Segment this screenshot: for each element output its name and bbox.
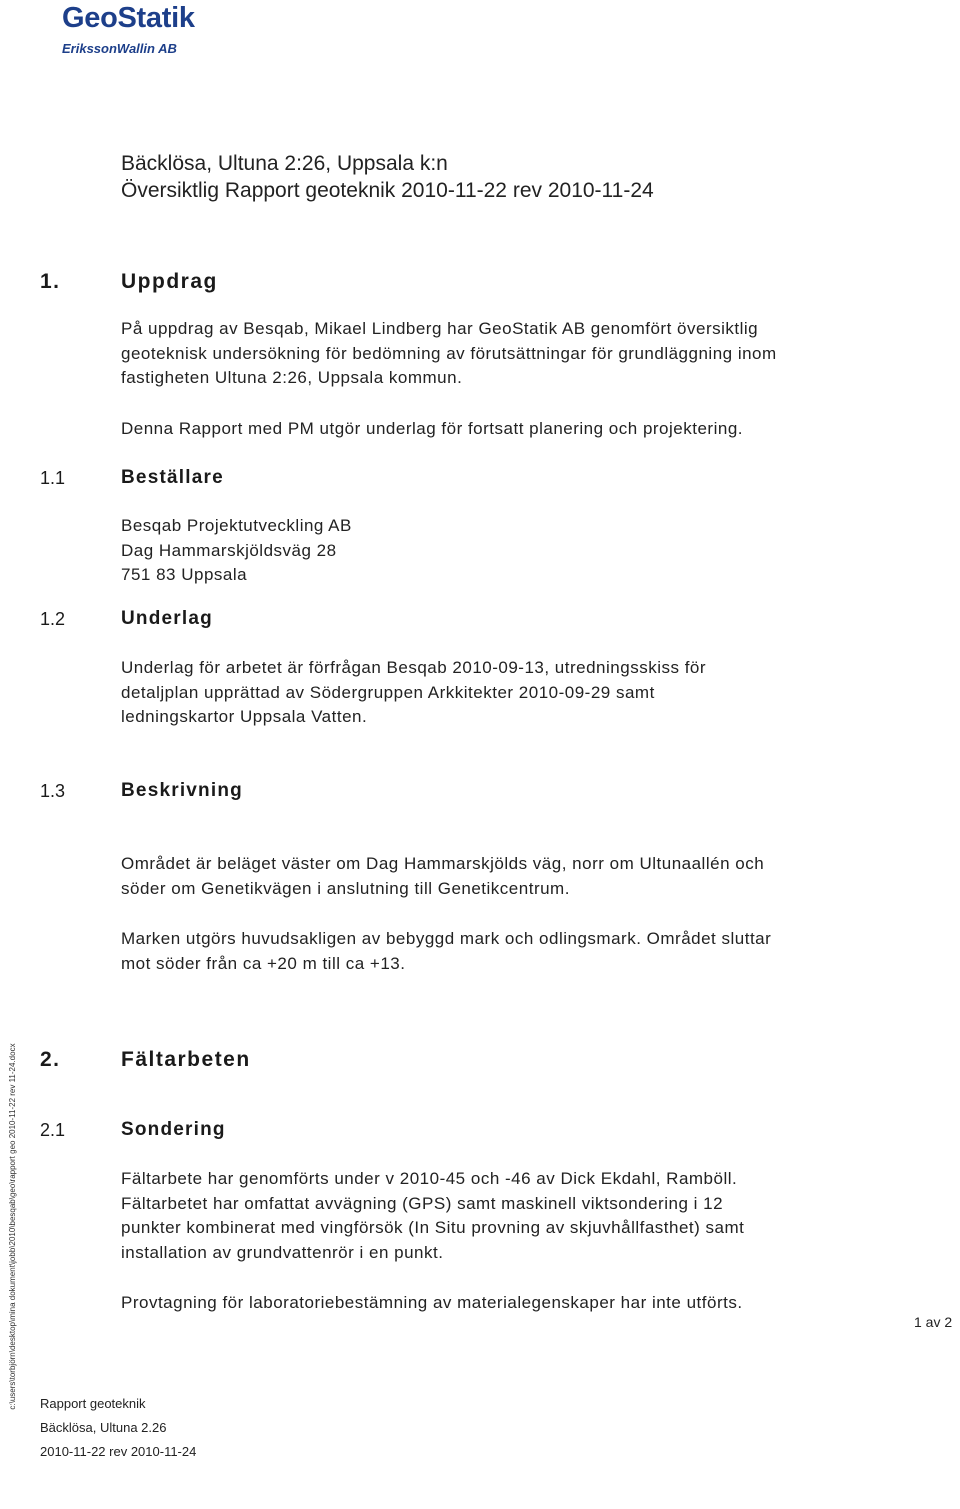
section-2-1-heading: Sondering bbox=[121, 1119, 226, 1140]
section-1-2-heading: Underlag bbox=[121, 608, 213, 629]
document-title-line1: Bäcklösa, Ultuna 2:26, Uppsala k:n bbox=[121, 152, 448, 175]
section-2-1-number: 2.1 bbox=[40, 1120, 66, 1140]
client-address: Besqab Projektutveckling AB Dag Hammarskjöldsväg 28 751 83 Uppsala bbox=[121, 516, 352, 584]
file-path-margin-text: c:\users\torbjörn\desktop\mina dokument\jobb\2010\besqab\geo\rapport geo 2010-11-22 rev 11-24.docx bbox=[8, 1043, 17, 1410]
section-1-heading: Uppdrag bbox=[121, 270, 218, 293]
section-1-2-number: 1.2 bbox=[40, 609, 66, 629]
section-2-heading: Fältarbeten bbox=[121, 1048, 251, 1071]
section-1-number: 1. bbox=[40, 270, 61, 293]
section-1-1-number: 1.1 bbox=[40, 468, 66, 488]
section-1-1-heading: Beställare bbox=[121, 467, 224, 488]
section-1-2-paragraph: Underlag för arbetet är förfrågan Besqab 2010-09-13, utredningsskiss för detaljplan upprättad av Södergruppen Arkkitekter 2010-09-29 samt ledningskartor Uppsala Vatten. bbox=[121, 658, 707, 726]
section-1-3-paragraph-1: Området är beläget väster om Dag Hammarskjölds väg, norr om Ultunaallén och söder om Genetikvägen i anslutning till Genetikcentrum. bbox=[121, 854, 765, 898]
logo-subtitle: ErikssonWallin AB bbox=[62, 41, 177, 56]
section-1-paragraph-2: Denna Rapport med PM utgör underlag för fortsatt planering och projektering. bbox=[121, 419, 743, 438]
section-1-3-paragraph-2: Marken utgörs huvudsakligen av bebyggd mark och odlingsmark. Området sluttar mot söder från ca +20 m till ca +13. bbox=[121, 929, 772, 973]
logo-title: GeoStatik bbox=[62, 2, 195, 34]
footer-date: 2010-11-22 rev 2010-11-24 bbox=[40, 1444, 197, 1459]
section-1-paragraph-1: På uppdrag av Besqab, Mikael Lindberg har GeoStatik AB genomfört översiktlig geoteknisk undersökning för bedömning av förutsättningar för grundläggning inom fastigheten Ultuna 2:26, Uppsala kommun. bbox=[121, 319, 777, 387]
document-title-line2: Översiktlig Rapport geoteknik 2010-11-22 rev 2010-11-24 bbox=[121, 179, 654, 202]
section-2-1-paragraph-2: Provtagning för laboratoriebestämning av materialegenskaper har inte utförts. bbox=[121, 1293, 743, 1312]
footer-report-name: Rapport geoteknik bbox=[40, 1396, 146, 1411]
section-2-number: 2. bbox=[40, 1048, 61, 1071]
section-1-3-heading: Beskrivning bbox=[121, 780, 243, 801]
page-number: 1 av 2 bbox=[914, 1314, 953, 1330]
footer-site: Bäcklösa, Ultuna 2.26 bbox=[40, 1420, 167, 1435]
section-2-1-paragraph-1: Fältarbete har genomförts under v 2010-45 och -46 av Dick Ekdahl, Ramböll. Fältarbetet har omfattat avvägning (GPS) samt maskinell viktsondering i 12 punkter kombinerat med vingförsök (In Situ provning av skjuvhållfasthet) samt installation av grundvattenrör i en punkt. bbox=[121, 1169, 745, 1262]
section-1-3-number: 1.3 bbox=[40, 781, 66, 801]
